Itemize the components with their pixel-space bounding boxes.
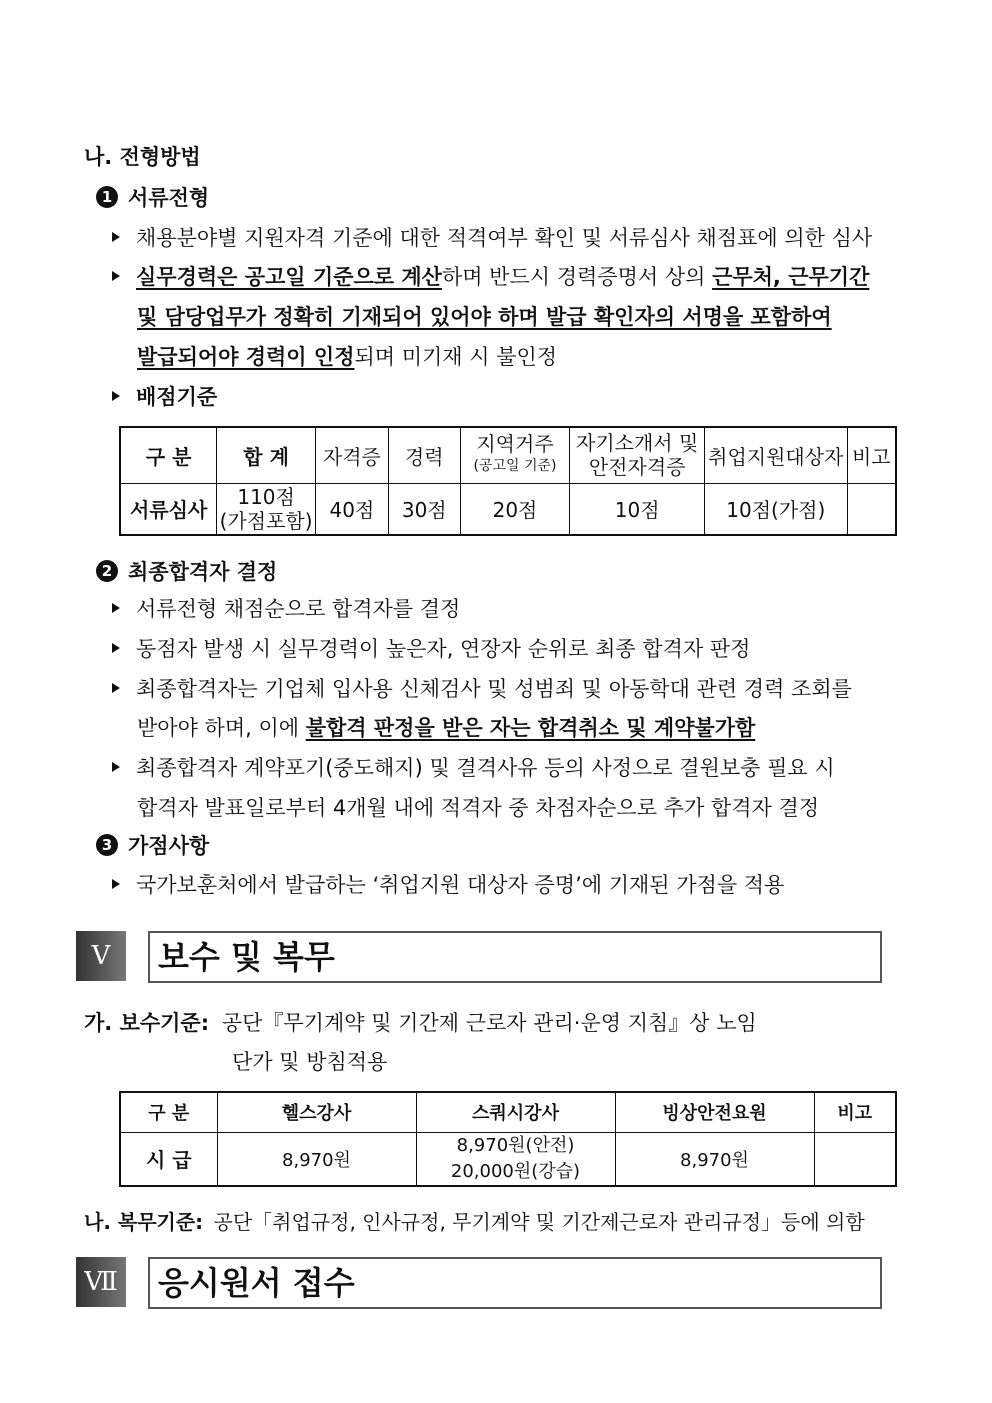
triangle-bullet-icon — [112, 879, 120, 889]
circled-number-1-icon: 1 — [96, 186, 118, 208]
triangle-bullet-icon — [112, 271, 120, 281]
cell-experience: 30점 — [388, 483, 460, 535]
bullet-ranking: 서류전형 채점순으로 합격자를 결정 — [112, 593, 460, 623]
cell-self-intro: 10점 — [570, 483, 705, 535]
pay-standard-line2: 단가 및 방침적용 — [232, 1050, 388, 1074]
table-row — [120, 483, 896, 535]
triangle-bullet-icon — [112, 603, 120, 613]
header-total: 합 계 — [217, 427, 316, 483]
header-employment-support: 취업지원대상자 — [704, 427, 847, 483]
subheading-document-screening: 1 서류전형 — [96, 182, 209, 212]
bullet-bonus-application: 국가보훈처에서 발급하는 ‘취업지원 대상자 증명’에 기재된 가점을 적용 — [112, 869, 784, 899]
row-label-hourly: 시 급 — [120, 1132, 217, 1186]
header-ice-safety: 빙상안전요원 — [615, 1092, 814, 1132]
header-self-intro: 자기소개서 및 안전자격증 — [570, 427, 705, 483]
cell-employment-support: 10점(가점) — [704, 483, 847, 535]
table-header-row — [120, 427, 896, 483]
circled-number-2-icon: 2 — [96, 560, 118, 582]
bullet-experience-rule-line2: 및 담당업무가 정확히 기재되어 있어야 하며 발급 확인자의 서명을 포함하여 — [137, 305, 832, 329]
bullet-tie-break: 동점자 발생 시 실무경력이 높은자, 연장자 순위로 최종 합격자 판정 — [112, 633, 750, 663]
triangle-bullet-icon — [112, 232, 120, 242]
header-health-instructor: 헬스강사 — [217, 1092, 416, 1132]
row-label-document: 서류심사 — [120, 483, 217, 535]
bullet-health-check-line1: 최종합격자는 기업체 입사용 신체검사 및 성범죄 및 아동학대 관련 경력 조회를 — [112, 673, 852, 703]
cell-certificate: 40점 — [316, 483, 389, 535]
header-category: 구 분 — [120, 1092, 217, 1132]
triangle-bullet-icon — [112, 391, 120, 401]
cell-note — [814, 1132, 896, 1186]
bullet-replacement-line2: 합격자 발표일로부터 4개월 내에 적격자 중 차점자순으로 추가 합격자 결정 — [137, 796, 820, 820]
triangle-bullet-icon — [112, 683, 120, 693]
header-note: 비고 — [847, 427, 896, 483]
bullet-experience-rule-line3: 발급되어야 경력이 인정되며 미기재 시 불인정 — [137, 345, 558, 369]
subheading-bonus-points: 3 가점사항 — [96, 830, 209, 860]
header-certificate: 자격증 — [316, 427, 389, 483]
section-title-pay-duty: 보수 및 복무 — [148, 931, 882, 983]
header-note: 비고 — [814, 1092, 896, 1132]
cell-residence: 20점 — [460, 483, 570, 535]
bullet-replacement-line1: 최종합격자 계약포기(중도해지) 및 결격사유 등의 사정으로 결원보충 필요 시 — [112, 752, 835, 782]
table-row — [120, 1132, 896, 1186]
cell-health-wage: 8,970원 — [217, 1132, 416, 1186]
bullet-health-check-line2: 받아야 하며, 이에 불합격 판정을 받은 자는 합격취소 및 계약불가함 — [137, 716, 756, 740]
pay-standard-line1: 가. 보수기준: 공단『무기계약 및 기간제 근로자 관리·운영 지침』상 노임 — [84, 1011, 757, 1035]
section-title-application: 응시원서 접수 — [148, 1257, 882, 1309]
triangle-bullet-icon — [112, 762, 120, 772]
section-number-5: Ⅴ — [76, 931, 126, 981]
header-category: 구 분 — [120, 427, 217, 483]
triangle-bullet-icon — [112, 643, 120, 653]
header-residence: 지역거주 (공고일 기준) — [460, 427, 570, 483]
bullet-experience-rule-line1: 실무경력은 공고일 기준으로 계산하며 반드시 경력증명서 상의 근무처, 근무기간 — [112, 261, 869, 291]
bullet-document-criteria: 채용분야별 지원자격 기준에 대한 적격여부 확인 및 서류심사 채점표에 의한 심사 — [112, 222, 872, 252]
circled-number-3-icon: 3 — [96, 834, 118, 856]
wage-table — [119, 1091, 897, 1187]
cell-note — [847, 483, 896, 535]
header-experience: 경력 — [388, 427, 460, 483]
bullet-scoring-criteria: 배점기준 — [112, 381, 217, 411]
subheading-final-decision: 2 최종합격자 결정 — [96, 556, 277, 586]
cell-total: 110점 (가점포함) — [217, 483, 316, 535]
section-heading-selection-method: 나. 전형방법 — [84, 145, 201, 169]
section-number-7: Ⅶ — [76, 1257, 126, 1307]
cell-squash-wage: 8,970원(안전) 20,000원(강습) — [416, 1132, 615, 1186]
cell-ice-wage: 8,970원 — [615, 1132, 814, 1186]
table-header-row — [120, 1092, 896, 1132]
duty-standard: 나. 복무기준: 공단「취업규정, 인사규정, 무기계약 및 기간제근로자 관리규정」등에 의함 — [84, 1210, 865, 1234]
header-squash-instructor: 스쿼시강사 — [416, 1092, 615, 1132]
scoring-table — [119, 426, 897, 536]
